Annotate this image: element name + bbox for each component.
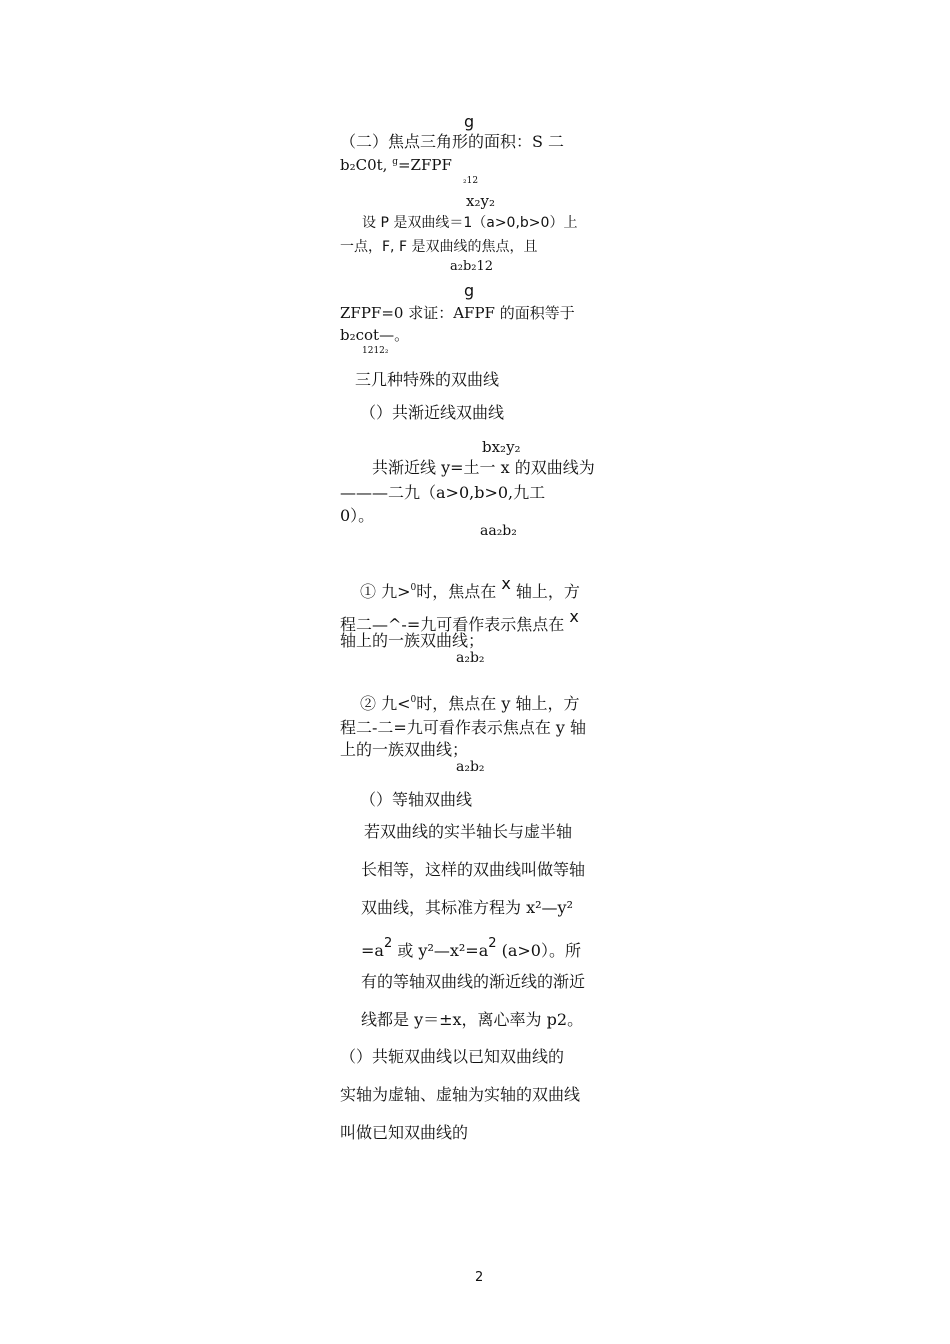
subsection-heading: （）等轴双曲线 xyxy=(360,790,473,809)
paragraph-line: 若双曲线的实半轴长与虚半轴 xyxy=(364,822,573,841)
formula-superscript: g xyxy=(392,157,398,167)
formula-symbol-g: g xyxy=(464,281,475,300)
heading-focal-triangle-area: （二）焦点三角形的面积：S 二 xyxy=(340,132,565,151)
formula-subscript: ₂12 xyxy=(463,176,479,186)
text-part: 时，焦点在 y 轴上，方 xyxy=(416,694,580,713)
formula-line xyxy=(340,158,452,173)
paragraph-line: 程二-二=九可看作表示焦点在 y 轴 xyxy=(340,718,587,737)
superscript: 2 xyxy=(383,936,393,951)
paragraph-line: 上的一族双曲线； xyxy=(340,740,469,759)
paragraph-line: 实轴为虚轴、虚轴为实轴的双曲线 xyxy=(340,1085,581,1104)
paragraph-line xyxy=(340,609,579,633)
formula-symbol-g: g xyxy=(464,112,475,131)
paragraph-line: 共渐近线 y=土一 x 的双曲线为 xyxy=(372,458,595,477)
formula-fraction-denominator: aa₂b₂ xyxy=(480,523,517,539)
paragraph-line: 0）。 xyxy=(340,506,375,525)
formula-fraction-denominator: a₂b₂12 xyxy=(450,259,494,274)
formula-part: =ZFPF xyxy=(397,156,452,174)
formula-subscript: 1212₂ xyxy=(362,346,389,356)
section-heading: 三几种特殊的双曲线 xyxy=(355,370,500,389)
paragraph-line: 线都是 y＝±x，离心率为 p2。 xyxy=(361,1010,584,1029)
paragraph-line: 有的等轴双曲线的渐近线的渐近 xyxy=(361,972,586,991)
text-part: 轴上，方 xyxy=(510,582,580,601)
subsection-heading: （）共渐近线双曲线 xyxy=(360,403,505,422)
page-number: 2 xyxy=(475,1270,484,1285)
paragraph-line xyxy=(361,937,581,959)
formula-fraction-numerator: bx₂y₂ xyxy=(482,438,521,456)
paragraph-line: 设 P 是双曲线＝1（a>0,b>0）上 xyxy=(362,215,578,231)
paragraph-line: （）共轭双曲线以已知双曲线的 xyxy=(340,1047,565,1066)
text-part: 或 y²—x²=a xyxy=(392,941,489,960)
formula-fraction-denominator: a₂b₂ xyxy=(456,650,485,666)
text-part: =a xyxy=(361,941,384,960)
paragraph-line: ———二九（a>0,b>0,九工 xyxy=(340,483,546,502)
formula-part: b₂C0t, xyxy=(340,156,393,174)
text-part: ① 九> xyxy=(360,582,411,601)
paragraph-line xyxy=(360,696,579,712)
paragraph-line: 一点，F, F 是双曲线的焦点，且 xyxy=(340,239,538,255)
formula-fraction-numerator: x₂y₂ xyxy=(466,192,495,210)
paragraph-line: 叫做已知双曲线的 xyxy=(340,1123,469,1142)
paragraph-line: ZFPF=0 求证：AFPF 的面积等于 xyxy=(340,304,575,322)
paragraph-line xyxy=(360,576,580,600)
superscript: 0 xyxy=(410,695,417,705)
superscript: 2 xyxy=(488,936,497,951)
paragraph-line: b₂cot—。 xyxy=(340,326,410,344)
superscript: x xyxy=(501,574,511,593)
formula-fraction-denominator: a₂b₂ xyxy=(456,759,485,775)
paragraph-line: 长相等，这样的双曲线叫做等轴 xyxy=(361,860,586,879)
text-part: 程二—^-=九可看作表示焦点在 xyxy=(340,615,570,634)
superscript: 0 xyxy=(410,583,417,593)
paragraph-line: 双曲线，其标准方程为 x²—y² xyxy=(361,898,573,917)
text-part: 时，焦点在 xyxy=(416,582,502,601)
text-part: (a>0）。所 xyxy=(496,941,581,960)
paragraph-line: 轴上的一族双曲线； xyxy=(340,631,485,650)
superscript: x xyxy=(569,607,579,626)
text-part: ② 九< xyxy=(360,694,411,713)
